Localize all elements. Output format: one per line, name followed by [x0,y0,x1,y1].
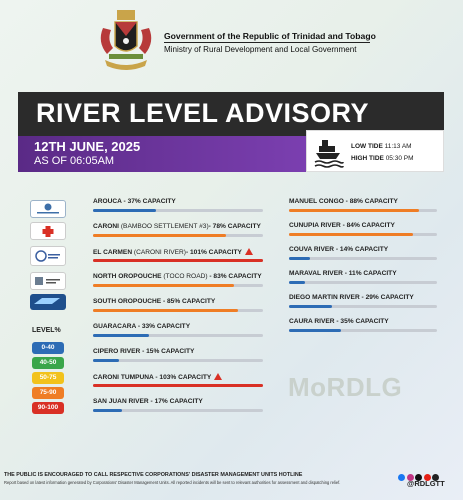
capacity-fill [93,409,122,412]
advisory-date: 12TH JUNE, 2025 [34,139,141,154]
river-capacity: - 17% CAPACITY [148,398,203,405]
ship-on-water-icon [313,136,345,168]
river-label [93,348,194,355]
capacity-fill [289,233,413,236]
social-handle[interactable]: @RDLGTT [407,479,445,488]
river-capacity: - 37% CAPACITY [121,198,176,205]
water-authority-logo-icon [30,272,66,290]
government-title: Government of the Republic of Trinidad and Tobago [164,31,376,41]
river-name: GUARACARA [93,323,136,330]
capacity-track [289,329,437,332]
river-capacity: - 83% CAPACITY [207,273,262,280]
legend-title: LEVEL% [32,327,61,334]
footer-disclaimer: Report based on latest information generated by Corporations' Disaster Management Units. All reported incidents will be sent to relevant authorities for assessment and dispatching relief. [4,480,341,485]
river-capacity: - 35% CAPACITY [334,318,389,325]
capacity-track [289,233,437,236]
river-capacity: - 11% CAPACITY [342,270,397,277]
legend-item: 90-100 [32,402,64,414]
ministry-title: Ministry of Rural Development and Local Government [164,45,357,54]
river-name: CUNUPIA RIVER [289,222,341,229]
river-name: CARONI [93,223,121,230]
odpm-logo-icon [30,246,66,266]
watermark: MoRDLG [288,372,403,402]
low-tide [351,143,412,150]
capacity-fill [289,257,310,260]
river-label [289,198,398,205]
capacity-fill [93,234,226,237]
river-capacity: - 29% CAPACITY [359,294,414,301]
capacity-track [93,384,263,387]
capacity-track [93,284,263,287]
header [0,0,463,82]
river-label [289,270,397,277]
ministry-logo-icon [30,200,66,218]
river-capacity: - 101% CAPACITY [185,249,242,256]
capacity-track [93,209,263,212]
capacity-track [289,305,437,308]
tide-panel [306,130,444,172]
transport-logo-icon [30,294,66,310]
river-capacity: - 15% CAPACITY [140,348,195,355]
river-name: SOUTH OROPOUCHE [93,298,162,305]
capacity-track [289,257,437,260]
river-label [289,222,395,229]
river-location: (TOCO ROAD) [163,273,208,280]
coat-of-arms-icon [95,8,157,74]
capacity-fill [289,281,305,284]
river-label [93,373,222,381]
warning-icon [245,248,253,255]
river-name: CAURA RIVER [289,318,335,325]
river-label [289,246,388,253]
river-name: MARAVAL RIVER [289,270,343,277]
capacity-fill [289,209,419,212]
warning-icon [214,373,222,380]
date-panel [18,136,306,172]
red-cross-icon [30,222,66,240]
capacity-fill [93,334,149,337]
capacity-track [93,409,263,412]
capacity-fill [93,284,234,287]
river-label [93,273,262,280]
river-name: SAN JUAN RIVER [93,398,149,405]
advisory-time: AS OF 06:05AM [34,155,115,167]
high-tide-label: HIGH TIDE [351,155,384,162]
river-name: COUVA RIVER [289,246,335,253]
river-location: (BAMBOO SETTLEMENT #3) [120,223,209,230]
page-title: RIVER LEVEL ADVISORY [36,98,370,128]
capacity-track [93,259,263,262]
capacity-track [93,234,263,237]
capacity-fill [289,329,341,332]
river-capacity: - 88% CAPACITY [343,198,398,205]
river-label [93,398,203,405]
river-name: CARONI TUMPUNA [93,374,154,381]
river-label [289,318,389,325]
river-name: DIEGO MARTIN RIVER [289,294,360,301]
river-capacity: - 78% CAPACITY [208,223,261,230]
header-divider [164,42,370,43]
river-name: EL CARMEN [93,249,134,256]
capacity-track [289,209,437,212]
river-name: AROUCA [93,198,122,205]
river-capacity: - 103% CAPACITY [153,374,212,381]
capacity-fill [289,305,332,308]
legend-item: 75-90 [32,387,64,399]
river-name: NORTH OROPOUCHE [93,273,164,280]
capacity-fill [93,209,156,212]
low-tide-time: 11:13 AM [384,143,412,150]
river-label [93,298,215,305]
capacity-fill [93,359,119,362]
river-capacity: - 33% CAPACITY [135,323,191,330]
facebook-icon[interactable] [398,474,405,481]
capacity-track [93,309,263,312]
capacity-fill [93,259,263,262]
river-capacity: - 85% CAPACITY [161,298,216,305]
river-label [93,248,253,256]
river-capacity: - 84% CAPACITY [340,222,395,229]
high-tide-time: 05:30 PM [385,155,414,162]
capacity-fill [93,384,263,387]
river-location: (CARONI RIVER) [133,249,186,256]
river-label [93,323,190,330]
legend-item: 40-50 [32,357,64,369]
footer-hotline-notice: THE PUBLIC IS ENCOURAGED TO CALL RESPECTIVE CORPORATIONS' DISASTER MANAGEMENT UNITS HOTLINE [4,472,303,478]
river-label [289,294,414,301]
river-label [93,223,261,230]
low-tide-label: LOW TIDE [351,143,383,150]
river-label [93,198,176,205]
social-icons [398,468,458,478]
capacity-fill [93,309,238,312]
high-tide [351,155,414,162]
river-name: MANUEL CONGO [289,198,344,205]
capacity-track [93,334,263,337]
capacity-track [289,281,437,284]
capacity-track [93,359,263,362]
river-name: CIPERO RIVER [93,348,141,355]
river-capacity: - 14% CAPACITY [334,246,389,253]
legend-item: 50-75 [32,372,64,384]
legend-item: 0-40 [32,342,64,354]
